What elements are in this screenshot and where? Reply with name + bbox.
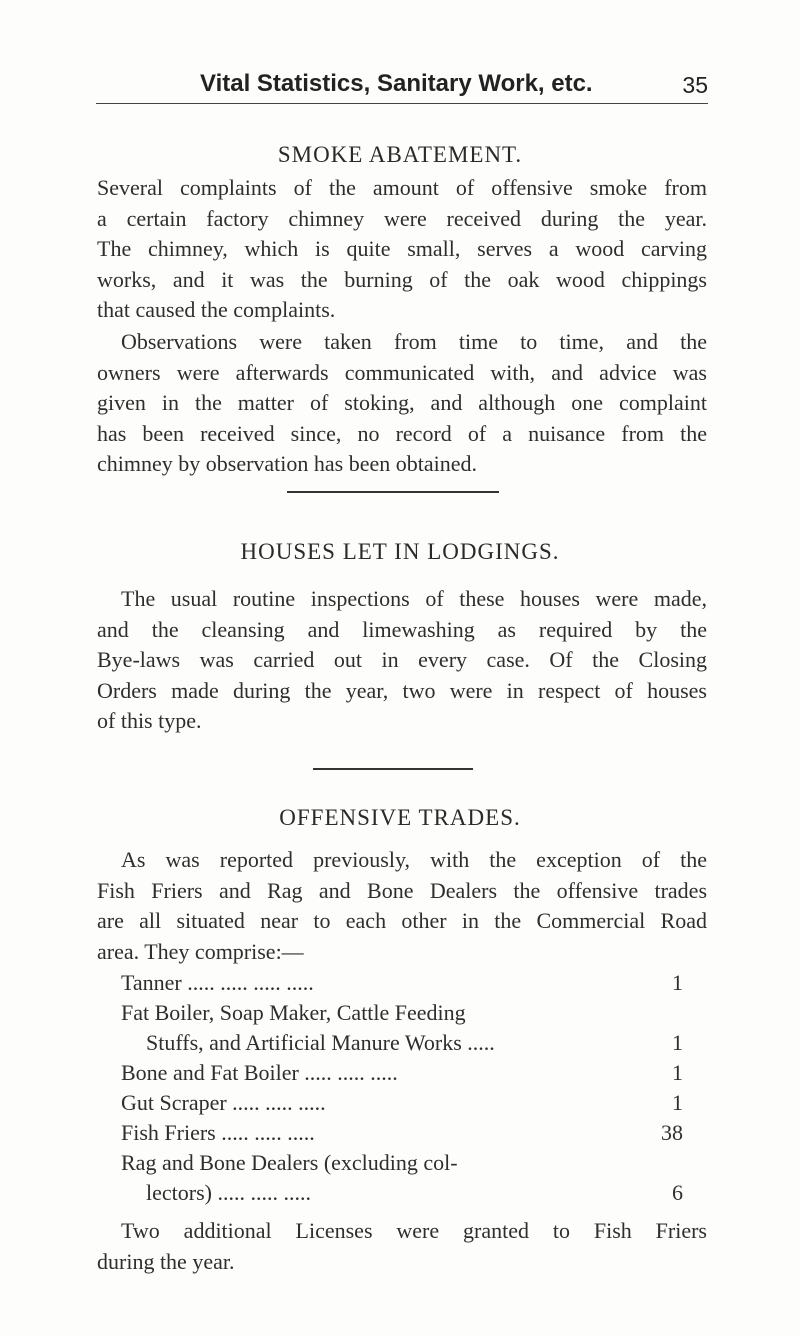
trade-count: 1 bbox=[672, 970, 683, 995]
text-line: Bye-laws was carried out in every case. Of the Closing bbox=[97, 647, 707, 672]
page-header bbox=[96, 70, 708, 110]
trade-item-fish-friers: Fish Friers ..... ..... ..... bbox=[121, 1120, 315, 1145]
section-divider bbox=[313, 768, 473, 770]
text-line: has been received since, no record of a nuisance from the bbox=[97, 420, 707, 446]
text-line: owners were afterwards communicated with, and advice was bbox=[97, 359, 707, 385]
text-line: chimney by observation has been obtained. bbox=[97, 451, 478, 476]
text-line: and the cleansing and limewashing as required by the bbox=[97, 616, 707, 642]
text-line: that caused the complaints. bbox=[97, 297, 336, 322]
trade-item-bone-fat-boiler: Bone and Fat Boiler ..... ..... ..... bbox=[121, 1060, 398, 1085]
trade-item-tanner: Tanner ..... ..... ..... ..... bbox=[121, 970, 314, 995]
trade-item-fat-boiler-cont: Stuffs, and Artificial Manure Works ..... bbox=[146, 1030, 495, 1055]
text-line: during the year. bbox=[97, 1248, 235, 1274]
trade-count: 38 bbox=[661, 1120, 683, 1145]
section-title-lodgings: HOUSES LET IN LODGINGS. bbox=[240, 539, 560, 564]
text-line: Several complaints of the amount of offensive smoke from bbox=[97, 175, 707, 200]
trade-count: 6 bbox=[672, 1180, 683, 1205]
text-line: area. They comprise:— bbox=[97, 938, 304, 964]
text-line: As was reported previously, with the exception of the bbox=[121, 847, 707, 872]
running-title: Vital Statistics, Sanitary Work, etc. bbox=[200, 70, 593, 97]
header-rule bbox=[96, 103, 708, 104]
text-line: are all situated near to each other in the Commercial Road bbox=[97, 908, 707, 933]
text-line: Observations were taken from time to time, and the bbox=[121, 329, 707, 354]
trade-item-gut-scraper: Gut Scraper ..... ..... ..... bbox=[121, 1090, 326, 1115]
text-line: of this type. bbox=[97, 708, 202, 733]
text-line: The chimney, which is quite small, serves a wood carving bbox=[97, 236, 707, 261]
page-number: 35 bbox=[682, 72, 708, 98]
text-line: Fish Friers and Rag and Bone Dealers the offensive trades bbox=[97, 877, 707, 903]
text-line: given in the matter of stoking, and although one complaint bbox=[97, 390, 707, 415]
smoke-paragraph-2 bbox=[97, 327, 707, 480]
text-line: works, and it was the burning of the oak wood chippings bbox=[97, 266, 707, 292]
trades-intro-paragraph bbox=[97, 845, 707, 967]
trade-count: 1 bbox=[672, 1030, 683, 1055]
smoke-paragraph-1 bbox=[97, 173, 707, 326]
text-line: Two additional Licenses were granted to Fish Friers bbox=[121, 1218, 707, 1243]
text-line: Orders made during the year, two were in respect of houses bbox=[97, 677, 707, 703]
lodgings-paragraph bbox=[97, 584, 707, 737]
trade-item-fat-boiler: Fat Boiler, Soap Maker, Cattle Feeding bbox=[121, 1000, 466, 1025]
trade-item-rag-bone-dealers-cont: lectors) ..... ..... ..... bbox=[146, 1180, 311, 1205]
trade-count: 1 bbox=[672, 1090, 683, 1115]
text-line: a certain factory chimney were received during the year. bbox=[97, 205, 707, 231]
section-title-smoke: SMOKE ABATEMENT. bbox=[277, 142, 523, 167]
trades-closing-paragraph bbox=[97, 1216, 707, 1277]
trade-count: 1 bbox=[672, 1060, 683, 1085]
section-divider bbox=[287, 491, 499, 493]
text-line: The usual routine inspections of these houses were made, bbox=[121, 586, 707, 611]
trade-item-rag-bone-dealers: Rag and Bone Dealers (excluding col- bbox=[121, 1150, 458, 1175]
section-title-trades: OFFENSIVE TRADES. bbox=[279, 805, 521, 830]
